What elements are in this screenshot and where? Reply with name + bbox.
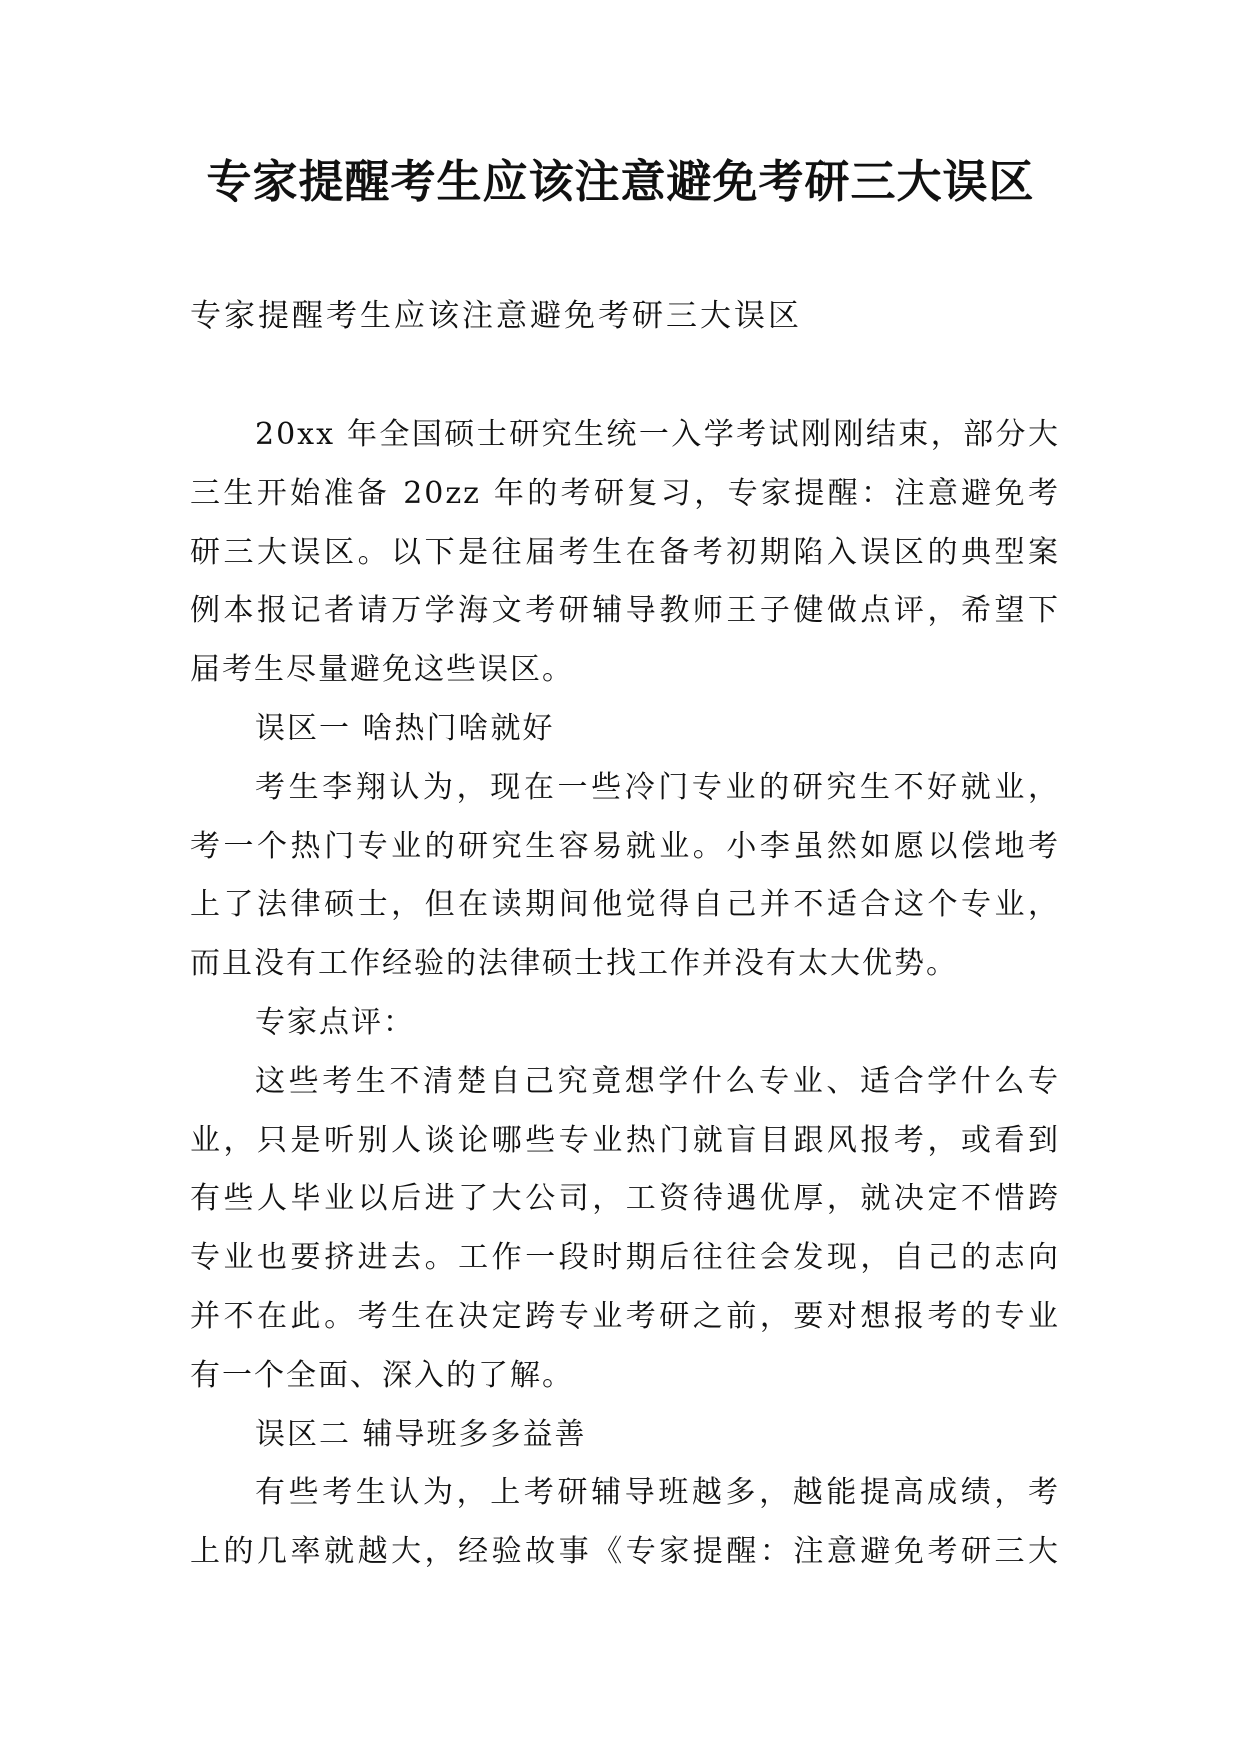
paragraph-line: 例本报记者请万学海文考研辅导教师王子健做点评，希望下 [190, 593, 1060, 629]
paragraph-line: 研三大误区。以下是往届考生在备考初期陷入误区的典型案 [190, 534, 1060, 570]
paragraph-line: 有一个全面、深入的了解。 [190, 1357, 574, 1393]
document-body [190, 406, 1060, 1582]
commentary-heading: 专家点评： [255, 1004, 415, 1040]
paragraph-line: 业，只是听别人谈论哪些专业热门就盲目跟风报考，或看到 [190, 1122, 1060, 1158]
document-subtitle: 专家提醒考生应该注意避免考研三大误区 [190, 298, 802, 334]
paragraph-line: 而且没有工作经验的法律硕士找工作并没有太大优势。 [190, 946, 958, 982]
paragraph-line: 20xx 年全国硕士研究生统一入学考试刚刚结束，部分大 [255, 417, 1060, 452]
paragraph-line: 三生开始准备 20zz 年的考研复习，专家提醒：注意避免考 [190, 475, 1060, 511]
paragraph-line: 这些考生不清楚自己究竟想学什么专业、适合学什么专 [255, 1063, 1060, 1099]
paragraph-line: 并不在此。考生在决定跨专业考研之前，要对想报考的专业 [190, 1298, 1060, 1334]
paragraph-line: 届考生尽量避免这些误区。 [190, 652, 574, 688]
paragraph-line: 考一个热门专业的研究生容易就业。小李虽然如愿以偿地考 [190, 828, 1060, 864]
paragraph-line: 上的几率就越大，经验故事《专家提醒：注意避免考研三大 [190, 1534, 1060, 1570]
section-heading: 误区一 啥热门啥就好 [255, 710, 555, 746]
document-title: 专家提醒考生应该注意避免考研三大误区 [206, 155, 1035, 208]
paragraph-line: 考生李翔认为，现在一些冷门专业的研究生不好就业， [255, 769, 1060, 805]
paragraph-line: 有些考生认为，上考研辅导班越多，越能提高成绩，考 [255, 1475, 1060, 1511]
paragraph-line: 有些人毕业以后进了大公司，工资待遇优厚，就决定不惜跨 [190, 1181, 1060, 1217]
paragraph-line: 上了法律硕士，但在读期间他觉得自己并不适合这个专业， [190, 887, 1060, 923]
section-heading: 误区二 辅导班多多益善 [255, 1416, 587, 1452]
paragraph-line: 专业也要挤进去。工作一段时期后往往会发现，自己的志向 [190, 1240, 1060, 1276]
